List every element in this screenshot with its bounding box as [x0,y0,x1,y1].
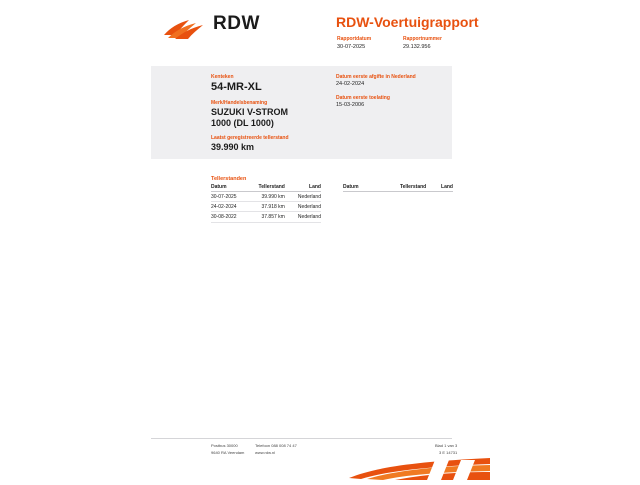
cell-datum: 30-08-2022 [211,212,247,222]
summary-right-column [336,74,451,116]
cell-tellerstand: 37.857 km [247,212,289,222]
column-header-land-right: Land [430,184,453,192]
footer-flame-graphic [349,458,490,480]
page-gutter-right [452,0,640,480]
report-date-label: Rapportdatum [337,36,372,42]
kenteken-label: Kenteken [211,74,234,80]
footer-address [211,442,244,456]
summary-left-column [211,74,331,153]
tellerstanden-table-right [343,184,453,223]
footer-doc-code: 3 E 14731 [439,450,458,455]
report-meta [337,36,497,50]
report-number [403,36,455,50]
merk-value-line2: 1000 (DL 1000) [211,118,274,128]
column-header-land: Land [289,184,321,192]
footer-contact [255,442,297,456]
document-header [151,8,479,54]
footer-address-line1: Postbus 30000 [211,443,238,448]
cell-land: Nederland [289,192,321,202]
column-header-tellerstand: Tellerstand [247,184,289,192]
table-row [211,212,321,222]
table-row [211,202,321,212]
cell-datum: 30-07-2025 [211,192,247,202]
column-header-datum-right: Datum [343,184,373,192]
tellerstanden-section [211,176,452,223]
page-title: RDW-Voertuigrapport [336,14,479,30]
report-number-label: Rapportnummer [403,36,442,42]
tellerstanden-title: Tellerstanden [211,176,247,182]
cell-land: Nederland [289,202,321,212]
cell-datum: 24-02-2024 [211,202,247,212]
footer-phone: Telefoon 088 008 74 47 [255,443,297,448]
rdw-wordmark: RDW [213,13,260,34]
column-header-tellerstand-right: Tellerstand [373,184,431,192]
report-date-value: 30-07-2025 [337,44,366,50]
kenteken-value: 54-MR-XL [211,81,262,93]
report-date [337,36,389,50]
eerste-toelating-value: 15-03-2006 [336,102,365,108]
page-gutter-left [0,0,151,480]
cell-tellerstand: 37.918 km [247,202,289,212]
merk-label: Merk/Handelsbenaming [211,100,268,106]
tellerstanden-table-left [211,184,321,223]
footer-address-line2: 9640 RA Veendam [211,450,245,455]
footer-page-number: Blad 1 van 3 [435,443,458,448]
column-header-datum: Datum [211,184,247,192]
footer-pagination [435,442,457,456]
cell-land: Nederland [289,212,321,222]
eerste-afgifte-nl-label: Datum eerste afgifte in Nederland [336,74,416,80]
footer-website[interactable]: www.rdw.nl [255,450,276,455]
laatste-tellerstand-value: 39.990 km [211,142,255,152]
cell-tellerstand: 39.990 km [247,192,289,202]
laatste-tellerstand-label: Laatst geregistreerde tellerstand [211,135,289,141]
eerste-afgifte-nl-value: 24-02-2024 [336,81,365,87]
report-number-value: 29.132.956 [403,44,431,50]
merk-value-line1: SUZUKI V-STROM [211,107,289,117]
rdw-flame-icon [162,16,208,42]
table-row [211,192,321,202]
vehicle-summary-band [151,66,452,159]
eerste-toelating-label: Datum eerste toelating [336,95,390,101]
